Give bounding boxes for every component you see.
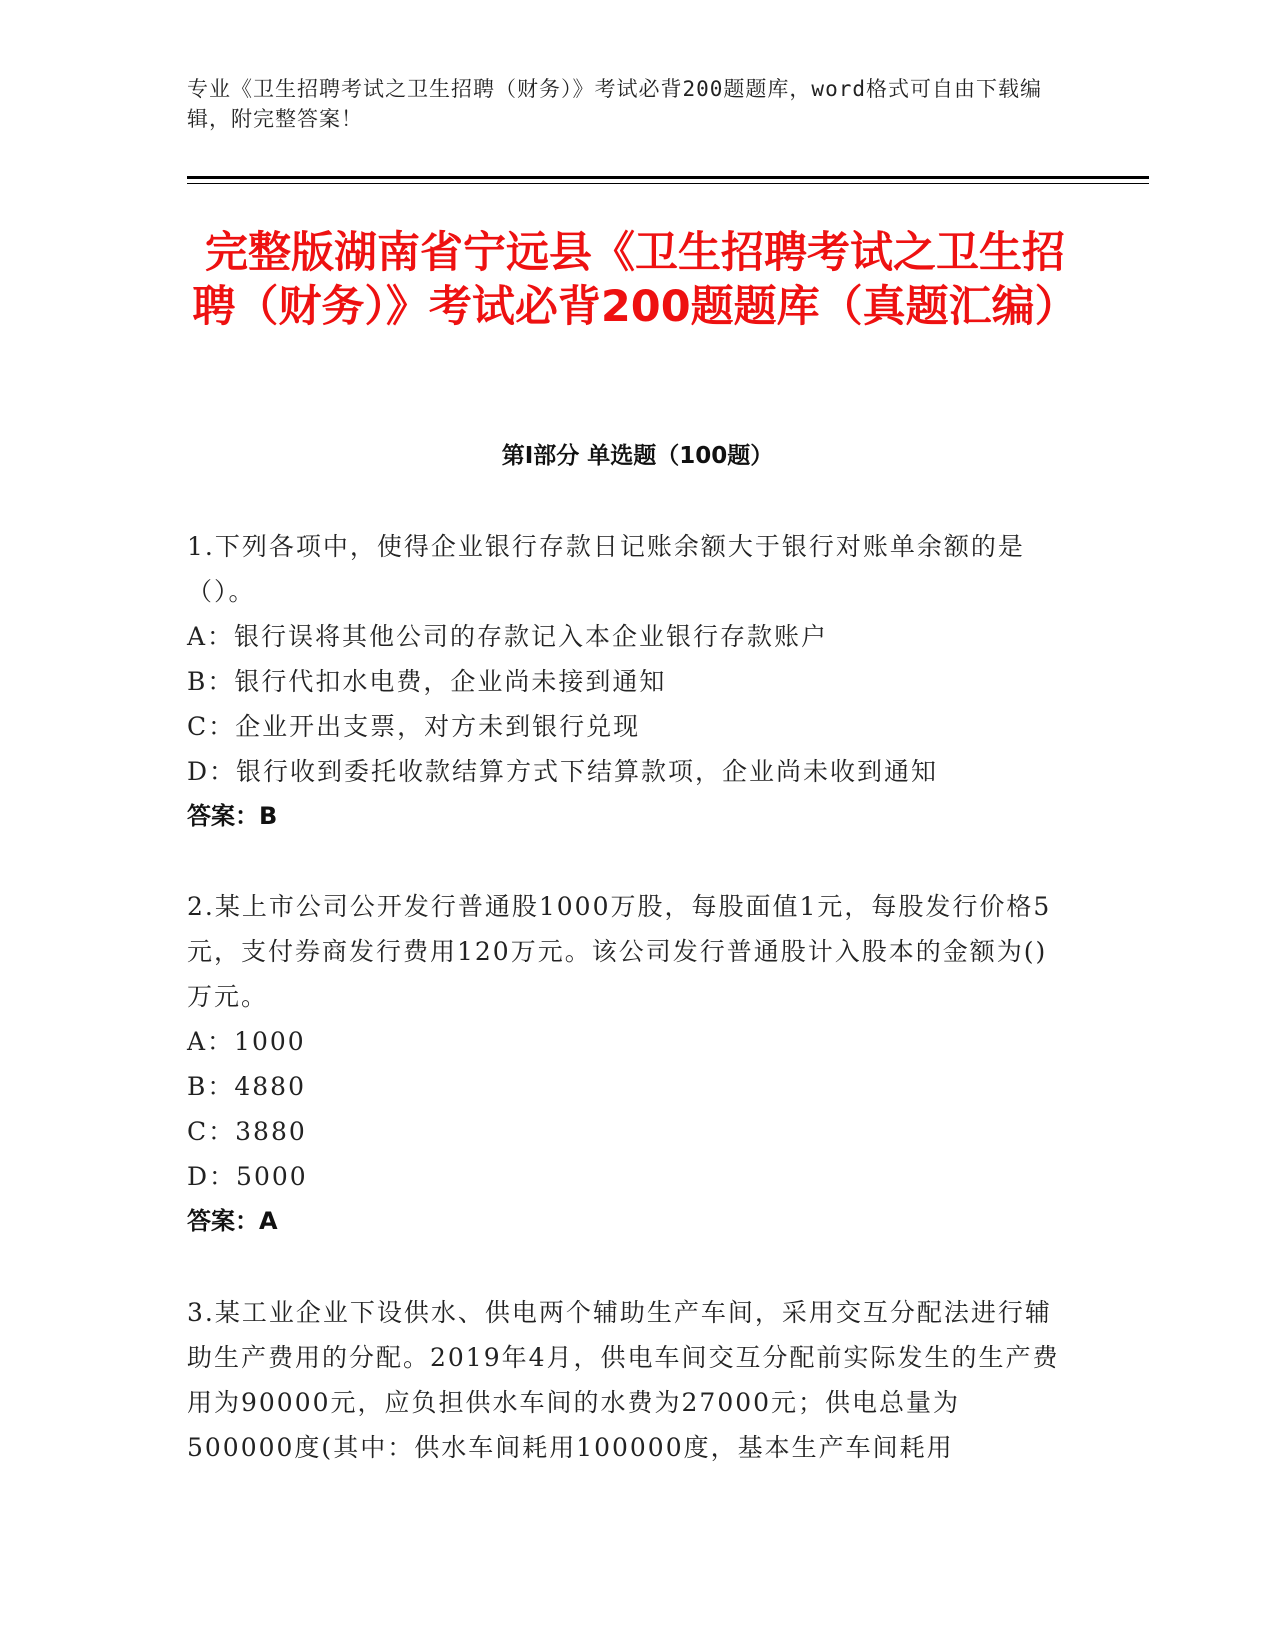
document-title: 完整版湖南省宁远县《卫生招聘考试之卫生招聘（财务）》考试必背200题题库（真题汇编） <box>192 228 1078 332</box>
option-a: A：银行误将其他公司的存款记入本企业银行存款账户 <box>187 622 829 651</box>
question-2 <box>187 884 1067 1244</box>
header-divider-thin <box>187 183 1149 184</box>
section-heading: 第I部分 单选题（100题） <box>501 443 774 469</box>
header-note: 专业《卫生招聘考试之卫生招聘（财务）》考试必背200题题库，word格式可自由下载编辑，附完整答案！ <box>187 77 1042 131</box>
option-b: B：4880 <box>187 1072 306 1101</box>
question-stem: 2.某上市公司公开发行普通股1000万股，每股面值1元，每股发行价格5元，支付券商发行费用120万元。该公司发行普通股计入股本的金额为()万元。 <box>187 892 1052 1011</box>
question-stem: 3.某工业企业下设供水、供电两个辅助生产车间，采用交互分配法进行辅助生产费用的分配。2019年4月，供电车间交互分配前实际发生的生产费用为90000元，应负担供水车间的水费为27000元；供电总量为500000度(其中：供水车间耗用100000度，基本生产车间耗用 <box>187 1298 1060 1462</box>
header-divider-thick <box>187 176 1149 179</box>
answer: 答案：A <box>187 1207 278 1235</box>
option-d: D：5000 <box>187 1162 308 1191</box>
option-c: C：3880 <box>187 1117 307 1146</box>
question-stem: 1.下列各项中，使得企业银行存款日记账余额大于银行对账单余额的是（）。 <box>187 532 1025 606</box>
option-c: C：企业开出支票，对方未到银行兑现 <box>187 712 641 741</box>
option-b: B：银行代扣水电费，企业尚未接到通知 <box>187 667 667 696</box>
option-a: A：1000 <box>187 1027 306 1056</box>
question-3 <box>187 1290 1067 1470</box>
question-1 <box>187 524 1067 839</box>
option-d: D：银行收到委托收款结算方式下结算款项，企业尚未收到通知 <box>187 757 939 786</box>
answer: 答案：B <box>187 802 278 830</box>
